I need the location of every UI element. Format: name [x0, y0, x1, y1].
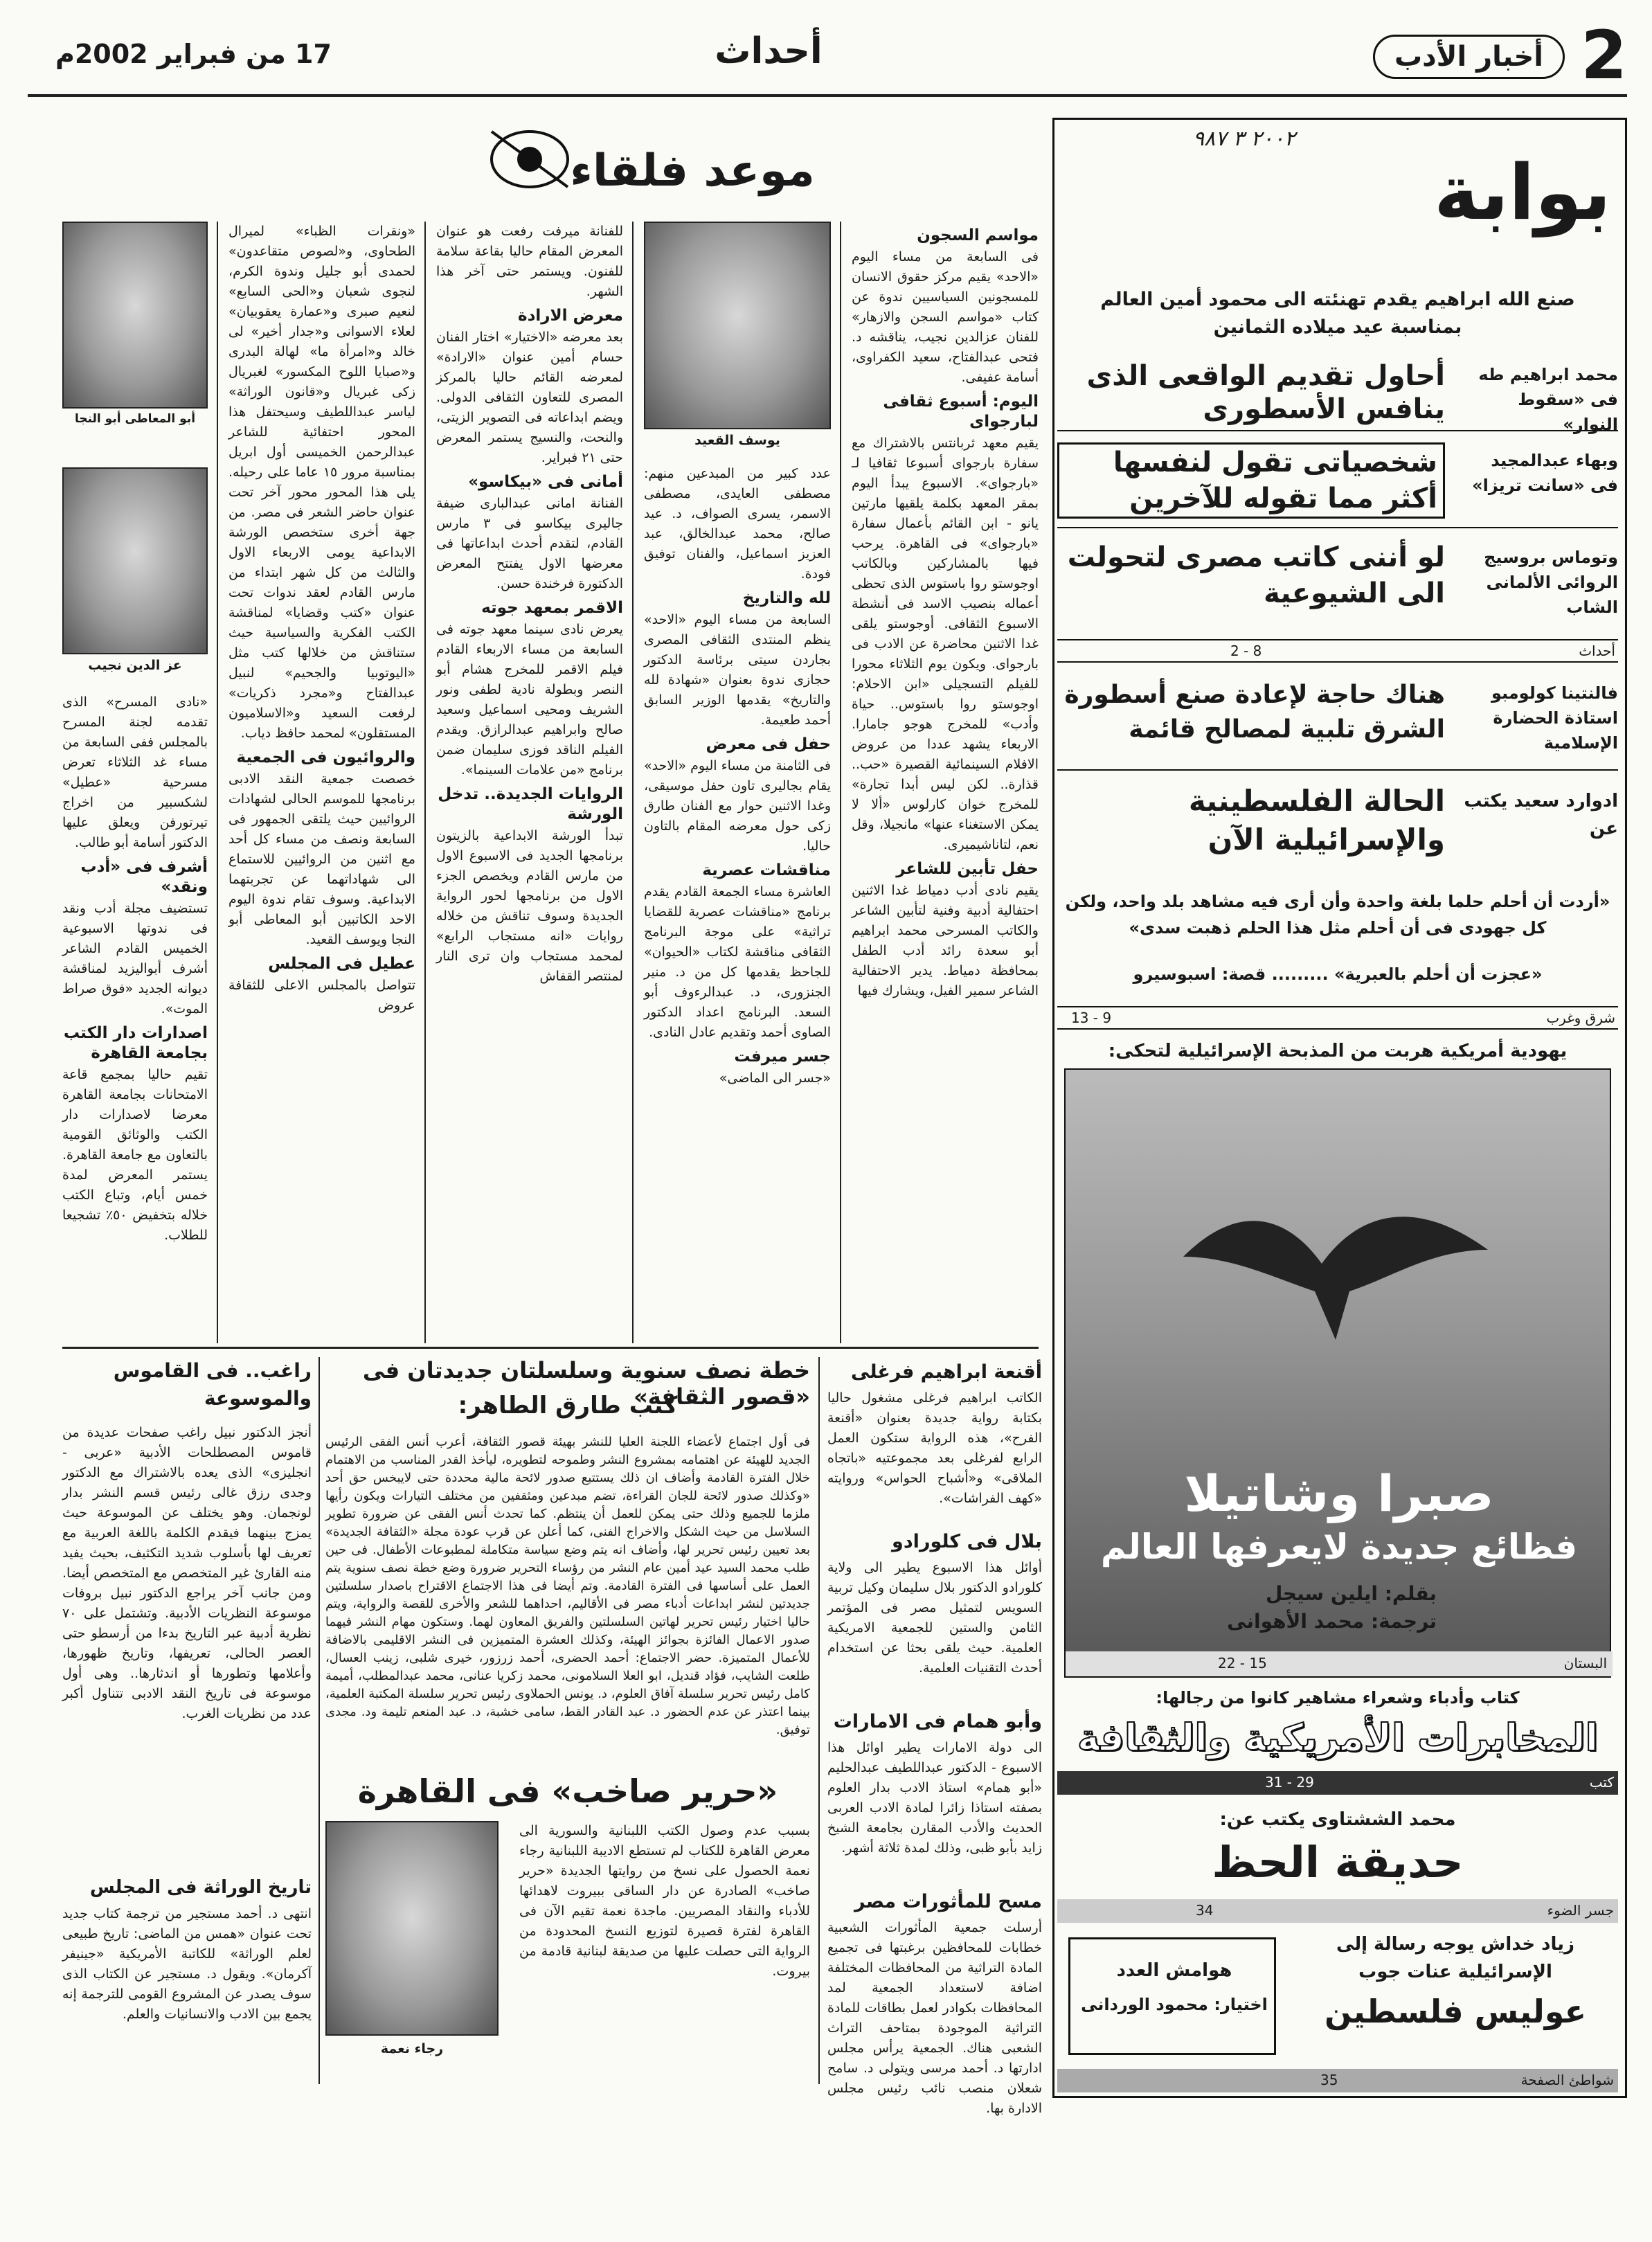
- khotta-byline: كتب طارق الطاهر:: [458, 1392, 678, 1419]
- item-heading: أشرف فى «أدب ونقد»: [80, 858, 208, 896]
- item-heading: معرض الارادة: [518, 307, 623, 325]
- section-name: كتب: [1589, 1774, 1614, 1791]
- hawamesh-by: اختيار: محمود الوردانى: [1081, 1995, 1268, 2014]
- item-heading: حفل تأبين للشاعر: [896, 860, 1039, 878]
- bawaba-item[interactable]: [1057, 535, 1618, 625]
- item-author: ادوارد سعيد يكتب عن: [1464, 791, 1618, 839]
- quote-2: «عجزت أن أحلم بالعبرية» ......... قصة: اسبوسيرو: [1133, 965, 1543, 984]
- col-rule: [217, 222, 218, 1343]
- item-text: تتواصل بالمجلس الاعلى للثقافة عروض: [228, 978, 415, 1013]
- section-bar: [1066, 1651, 1613, 1676]
- col-rule: [424, 222, 426, 1343]
- bilal-title: بلال فى كلورادو: [892, 1531, 1042, 1552]
- khotta-title: خطة نصف سنوية وسلسلتان جديدتان فى «قصور الثقافة»: [362, 1357, 810, 1410]
- news-column: [827, 1357, 1042, 2116]
- section-name: أحداث: [1579, 643, 1615, 659]
- ragheb-text: أنجز الدكتور نبيل راغب صفحات عديدة من قاموس المصطلحات الأدبية «عربى - انجليزى» الذى يعده بالاشتراك مع الدكتور وجدى رزق غالى رئيس قسم النشر بدار لونجمان. وهو يختلف عن الموسوعة حيث يمزج بينهما فيقدم الكلمة باللغة العربية مع تعريف لها بأسلوب شديد التكثيف، بحيث يفيد منه القارئ غير المتخصص مع المتخصص أيضا. ومن جانب آخر يراجع الدكتور نبيل بروفات موسوعة النظريات الأدبية. وتشتمل على ٧٠ نظرية أدبية عبر التاريخ بدءا من أرسطو حتى العصر الحالى، تعريفها، وتاريخ ظهورها، وأعلامها وتطورها أو اندثارها.. وهى أول موسوعة فى تاريخ النقد الادبى تتناول أكبر عدد من نظريات الغرب.: [62, 1425, 312, 1721]
- ragheb-sub-text: انتهى د. أحمد مستجير من ترجمة كتاب جديد تحت عنوان «همس من الماضى: تاريخ طبيعى لعلم الوراثة» للكاتبة الأمريكية «جينيفر آكرمان». ويقول د. مستجير عن الكتاب الذى سوف يصدر عن المشروع القومى للترجمة إنه يجمع بين الادب والانسانيات والعلم.: [62, 1906, 312, 2022]
- section-name: البستان: [1563, 1655, 1607, 1671]
- portrait-photo: [62, 467, 208, 654]
- garden-pre: محمد الششتاوى يكتب عن:: [1219, 1809, 1456, 1830]
- quote-1: «أردت أن أحلم حلما بلغة واحدة وأن أرى فيه مشاهد بلد واحد، ولكن كل جهودى فى أن أحلم مثل هذا الحلم ذهبت سدى»: [1065, 892, 1610, 938]
- khrash-sub: عوليس فلسطين: [1324, 1993, 1587, 2030]
- section-pages: 29 - 31: [1265, 1774, 1314, 1791]
- section-pages: 35: [1320, 2072, 1338, 2088]
- photo-abulmaati: [62, 222, 208, 436]
- feature-block: [62, 118, 1039, 1350]
- item-heading: مواسم السجون: [917, 226, 1039, 244]
- item-text: فى الثامنة من مساء اليوم «الاحد» يقام بجاليرى تاون حفل موسيقى، وغدا الاثنين حوار مع الفنان طارق زكى حول معرضه المقام بالتاون حاليا.: [644, 758, 831, 854]
- item-heading: لله والتاريخ: [742, 589, 831, 607]
- feature-col-1: [852, 222, 1039, 1343]
- item-title: الحالة الفلسطينية والإسرائيلية الآن: [1188, 784, 1445, 857]
- khotta-article: [325, 1357, 810, 1752]
- section-name: شرق وغرب: [1546, 1010, 1615, 1026]
- harir-title: «حرير صاخب» فى القاهرة: [357, 1773, 778, 1810]
- item-heading: جسر ميرفت: [734, 1048, 831, 1066]
- photo-caption: عز الدين نجيب: [88, 658, 182, 673]
- item-heading: اليوم: أسبوع ثقافى لبارجواى: [883, 393, 1039, 431]
- bawaba-item[interactable]: [1057, 355, 1618, 434]
- khotta-text: فى أول اجتماع لأعضاء اللجنة العليا للنشر بهيئة قصور الثقافة، أعرب أنس الفقى الرئيس الجديد للهيئة عن اهتمامه بمشروع النشر وطموحه لتطويره، ليأخذ القدر المناسب من الاهتمام خلال الفترة القادمة وأضاف ان ذلك يستتبع صدور لائحة مالية محددة حتى لايبخس حق أحد «وكذلك صدور لائحة للجان القراءة، تضم مبدعين ومثقفين من مختلف التيارات ويكون رأيها ملزما للجميع وذلك حتى يمكن للعمل أن ينتظم. كما تحدث أنس الفقى عن ضرورة تطوير السلاسل من حيث الشكل والاخراج الفنى، كما أعلن عن قرب عودة مجلة «الثقافة الجديدة» بعد تعيين رئيس تحرير لها، وأضاف انه يتم وضع سياسة متكاملة لمطبوعات الأطفال. فى حين طلب محمد السيد عيد أمين عام النشر من رؤساء التحرير ضرورة وضع خطة نصف سنوية يتم العمل على أساسها فى الفترة القادمة. وتم أيضا فى هذا الاجتماع الاقتراح باصدار سلسلتين جديدتين لنشر ابداعات أدباء مصر فى الأقاليم، احداهما للشعر والأخرى للقصة والرواية، ويتم حاليا اختيار رئيس تحرير لهاتين السلسلتين والفريق المعاون لهما. وستكون مهام النشر فيهما صدور الاعمال الفائزة بجوائز الهيئة، وكذلك العشرة المتميزين فى النشر الاقليمى بالاضافة للأعمال المتميزة. حضر الاجتماع: أحمد الحضرى، أحمد زرزور، خيرى شلبى، زينب العسال، طلعت الشايب، فؤاد قنديل، ابو العلا السلامونى، محمد زكريا عنانى، محمد عبدالمطلب، أميمة كامل رئيس تحرير سلسلة آفاق العلوم، د. يونس الحملاوى رئيس تحرير سلسلة المكتبة العلمية، بينما اعتذر عن عدم الحضور د. عبد القادر القط، سامى خشبة، د. عبد المنعم تليمة ود. مجدى توفيق.: [325, 1435, 810, 1737]
- bawaba-congrats: صنع الله ابراهيم يقدم تهنئته الى محمود أمين العالم بمناسبة عيد ميلاده الثمانين: [1100, 289, 1575, 338]
- section-pages: 8 - 2: [1230, 643, 1262, 659]
- item-text: الفنانة امانى عبدالبارى ضيفة جاليرى بيكاسو فى ٣ مارس القادم، لتقدم أحدث ابداعاتها فى معرضها الاول يفتتح المعرض الدكتورة فرخندة حسن.: [436, 496, 623, 591]
- page-header: [28, 17, 1627, 97]
- bawaba-item[interactable]: [1057, 778, 1618, 875]
- item-text: عدد كبير من المبدعين منهم: مصطفى العايدى، مصطفى الاسمر، يسرى الصواف، د. عيد صالح، محمد عبدالخالق، عبد العزيز اسماعيل، والفنان توفيق فودة.: [644, 466, 831, 582]
- harir-article: [325, 1773, 810, 2084]
- col-rule: [840, 222, 841, 1343]
- cia-title: المخابرات الأمريكية والثقافة: [1077, 1716, 1599, 1759]
- col-rule: [318, 1357, 320, 2084]
- item-heading: مناقشات عصرية: [702, 861, 831, 879]
- issue-date: 17 من فبراير 2002م: [55, 39, 332, 69]
- item-heading: والروائيون فى الجمعية: [236, 748, 415, 766]
- portrait-photo: [644, 222, 831, 429]
- item-text: فى السابعة من مساء اليوم «الاحد» يقيم مركز حقوق الانسان للمسجونين السياسيين ندوة عن كتاب «مواسم السجن والازهار» للفنان عزالدين نجيب، يناقشه د. فتحى عبدالفتاح، سعيد الكفراوى، أسامة عفيفى.: [852, 249, 1039, 385]
- item-heading: الروايات الجديدة.. تدخل الورشة: [438, 785, 623, 823]
- sabra-subtitle: فظائع جديدة لايعرفها العالم: [1100, 1527, 1578, 1567]
- header-rule: [28, 94, 1627, 97]
- feature-logo-icon: [478, 118, 582, 194]
- feature-bottom-rule: [62, 1347, 1039, 1349]
- page-number: 2: [1581, 17, 1627, 94]
- item-heading: أمانى فى «بيكاسو»: [468, 473, 623, 491]
- paper-name: أخبار الأدب: [1373, 35, 1565, 79]
- ibrahim-text: الكاتب ابراهيم فرغلى مشغول حاليا بكتابة رواية جديدة بعنوان «أقنعة الفرح»، هذه الرواية ستكون العمل الرابع لفرغلى بعد مجموعتيه «باتجاه الملاقى» و«أشباح الحواس» وروايته «كهف الفراشات».: [827, 1390, 1042, 1506]
- item-text: «ونقرات الظباء» لميرال الطحاوى، و«لصوص متقاعدون» لحمدى أبو جليل وندوة الكرم، لنجوى شعبان و«الحى السابع» لنعيم صبرى و«عمارة يعقوبيان» لعلاء الاسوانى و«جدار أخير» لى خالد و«امرأة ما» لهالة البدرى و«صبايا اللوح المكسور» لغبريال زكى غبريال و«قانون الوراثة» لياسر عبداللطيف وسيحتفل هذا المحور احتفائية للشاعر عبدالرحمن الخميسى أول ابريل بمناسبة مرور ١٥ عاما على رحيله. يلى هذا المحور محور آخر تحت عنوان حاضر الشعر فى مصر. من جهة أخرى ستخصص الورشة الابداعية يومى الاربعاء الاول والثالث من كل شهر ابتداء من مارس القادم لعقد ندوات تحت عنوان «كتب وقضايا» لمناقشة الكتب الفكرية والسياسية حيث ستناقش من خلالها كتب مثل «اليوتوبيا والجحيم» لنبيل عبدالفتاح و«مجرد ذكريات» لرفعت السعيد و«الاسلاميون المستقلون» لمحمد حافظ دياب.: [228, 224, 415, 741]
- photo-ezzeldin: [62, 467, 208, 682]
- sabra-title: صبرا وشاتيلا: [1184, 1464, 1494, 1523]
- feature-col-4: [228, 222, 415, 1343]
- photo-youssef: [644, 222, 831, 457]
- section-pages: 15 - 22: [1218, 1655, 1267, 1671]
- feature-col-5: [62, 692, 208, 1343]
- section-bar: [1057, 639, 1618, 663]
- section-bar: [1057, 1899, 1618, 1923]
- item-text: للفنانة ميرفت رفعت هو عنوان المعرض المقام حاليا بقاعة سلامة للفنون. ويستمر حتى آخر هذا الشهر.: [436, 224, 623, 299]
- item-title: شخصياتى تقول لنفسها أكثر مما تقوله للآخرين: [1057, 442, 1445, 519]
- masah-title: مسح للمأثورات مصر: [854, 1891, 1042, 1912]
- section-bar: [1057, 1771, 1618, 1795]
- feature-col-3: [436, 222, 623, 1343]
- bilal-text: أوائل هذا الاسبوع يطير الى ولاية كلورادو الدكتور بلال سليمان وكيل تربية السويس لتمثيل مصر فى المؤتمر الثامن والستين للجمعية الامريكية العلمية. حيث يلقى بحثا عن استخدام أحدث التقنيات العلمية.: [827, 1560, 1042, 1676]
- section-bar: [1057, 2069, 1618, 2092]
- hawamesh-title: هوامش العدد: [1116, 1960, 1232, 1981]
- section-bar: [1057, 1006, 1618, 1030]
- photo-caption: يوسف القعيد: [694, 433, 780, 448]
- portrait-photo: [62, 222, 208, 409]
- ragheb-article: [62, 1357, 312, 2084]
- bawaba-title: بوابة: [1434, 148, 1611, 237]
- item-text: خصصت جمعية النقد الادبى برنامجها للموسم الحالى لشهادات الروائيين حيث يلتقى الجمهور فى السابعة ونصف من مساء كل أحد مع اثنين من الروائيين للاستماع الى شهاداتهما عن تجربتهما الابداعية. وسوف تقام ندوة اليوم الاحد الكاتبين أبو المعاطى أبو النجا ويوسف القعيد.: [228, 771, 415, 947]
- khrash-title: زياد خداش يوجه رسالة إلى الإسرائيلية عنات جوب: [1336, 1934, 1574, 1982]
- item-text: العاشرة مساء الجمعة القادم يقدم برنامج «مناقشات عصرية للقضايا تراثية» على موجة البرنامج الثقافى مناقشة لكتاب «الحيوان» للجاحظ يقدمها كل من د. منير الجنزورى، د. عبدالرءوف أبو السعد. البرنامج اعداد الدكتور الصاوى أحمد وتقديم عادل النادى.: [644, 884, 831, 1040]
- item-author: فالنتينا كولومبو استاذة الحضارة الإسلامية: [1491, 683, 1618, 753]
- item-heading: اصدارات دار الكتب بجامعة القاهرة: [63, 1024, 208, 1062]
- item-text: يقيم معهد ثربانتس بالاشتراك مع سفارة بارجواى أسبوعا ثقافيا لـ «بارجواى». الاسبوع يبدأ اليوم بمقر المعهد بكلمة يلقيها مارتين يانو - ابن القائم بأعمال سفارة «بارجواى» فى القاهرة. يرحب فيها بالمشاركين وبالكاتب اوجوستو روا باستوس الذى تحظى أعماله بنصيب الاسد فى أنشطة الاسبوع الثقافى. أوجوستو يلقى غدا الاثنين محاضرة عن الادب فى بارجواى. ويكون يوم الثلاثاء محورا للفيلم التسجيلى «ابن الاحلام: اوجوستو روا باستوس.. حياة وأدب» للمخرج هوجو جامارا. الاربعاء يشهد عددا من عروض الافلام السينمائية القصيرة «حب.. قذارة.. لكن ليس أبدا تجارة» للمخرج خوان كارلوس «ألا لا يمكن الاستغناء عنها» مانجيلا، وقل نعم، لتاناشيميرى.: [852, 436, 1039, 852]
- section-name: جسر الضوء: [1547, 1902, 1614, 1919]
- item-text: تبدأ الورشة الابداعية بالزيتون برنامجها الجديد فى الاسبوع الاول من مارس القادم ويخصص الجزء الاول من برنامجها لحور الرواية الجديدة وسوف تناقش من خلاله روايات «انه مستجاب الرابع» لمحمد مستجاب وان ترى النار لمنتصر القفاش: [436, 828, 623, 984]
- hawamesh-block[interactable]: [1068, 1937, 1276, 2055]
- section-pages: 9 - 13: [1071, 1010, 1112, 1026]
- portrait-photo: [325, 1821, 499, 2036]
- item-text: تستضيف مجلة أدب ونقد فى ندوتها الاسبوعية الخميس القادم الشاعر أشرف أبواليزيد لمناقشة ديوانه الجديد «فوق صراط الموت».: [62, 901, 208, 1016]
- photo-caption: أبو المعاطى أبو النجا: [74, 412, 196, 426]
- item-author: وتوماس بروسيج الروائى الألمانى الشاب: [1484, 548, 1618, 617]
- item-title: أحاول تقديم الواقعى الذى ينافس الأسطورى: [1086, 360, 1445, 425]
- item-text: يعرض نادى سينما معهد جوته فى السابعة من مساء الاربعاء القادم فيلم الاقمر للمخرج هشام أبو النصر وبطولة نادية لطفى ونور الشريف ومحيى اسماعيل وسعيد صالح وابراهيم عبدالرازق. ويقدم الفيلم الناقد فوزى سليمان ضمن برنامج «من علامات السينما».: [436, 622, 623, 778]
- item-heading: الاقمر بمعهد جوته: [481, 599, 623, 617]
- harir-text: بسبب عدم وصول الكتب اللبنانية والسورية الى معرض القاهرة للكتاب لم تستطع الاديبة اللبنانية رجاء نعمة الحصول على نسخ من روايتها الجديدة «حرير صاخب» الصادرة عن دار الساقى ببيروت لاهدائها للأدباء والنقاد المصريين. ماجدة نعمة تقيم الآن فى القاهرة لفترة قصيرة لتوزيع النسخ المحدودة من الرواية التى حصلت عليها من صديقة لبنانية قادمة من بيروت.: [519, 1823, 810, 1979]
- cia-pre: كتاب وأدباء وشعراء مشاهير كانوا من رجالها:: [1156, 1688, 1520, 1707]
- section-name: شواطئ الصفحة: [1520, 2072, 1614, 2088]
- item-text: السابعة من مساء اليوم «الاحد» ينظم المنتدى الثقافى المصرى بجاردن سيتى برئاسة الدكتور حجازى ندوة بعنوان «شهادة لله والتاريخ» يقدمها الوزير السابق أحمد طعيمة.: [644, 612, 831, 728]
- section-pages: 34: [1196, 1902, 1214, 1919]
- sabra-image: [1064, 1068, 1611, 1678]
- item-author: وبهاء عبدالمجيد فى «سانت تريزا»: [1472, 451, 1618, 495]
- sabra-author: بقلم: ايلين سيجل: [1265, 1582, 1437, 1605]
- eagle-icon: [1183, 1174, 1488, 1354]
- garden-title: حديقة الحظ: [1212, 1837, 1464, 1887]
- ibrahim-title: أقنعة ابراهيم فرغلى: [851, 1361, 1042, 1383]
- feature-title: موعد فلقاء: [570, 145, 815, 197]
- col-rule: [818, 1357, 820, 2084]
- ragheb-sub: تاريخ الوراثة فى المجلس: [89, 1877, 312, 1898]
- masah-text: أرسلت جمعية المأثورات الشعبية خطابات للمحافظين برغبتها فى تجميع المادة التراثية من المحافظات المختلفة اضافة لاستعداد الجمعية لمد المحافظات بكوادر لعمل بطاقات للمادة التراثية الموجودة بمتاحف التراث الشعبى هناك. الجمعية يرأس مجلس ادارتها د. أحمد مرسى ويتولى د. سامح شعلان منصب نائب رئيس مجلس الادارة بها.: [827, 1920, 1042, 2116]
- sabra-translator: ترجمة: محمد الأهوانى: [1227, 1610, 1437, 1633]
- item-author: محمد ابراهيم طه فى «سقوط النوار»: [1478, 365, 1618, 434]
- bawaba-stamp: ٢٠٠٢ ٣ ٩٨٧: [1193, 127, 1296, 151]
- item-text: «جسر الى الماضى»: [719, 1070, 831, 1086]
- item-heading: عطيل فى المجلس: [268, 955, 415, 973]
- feature-col-2: [644, 464, 831, 1343]
- item-text: بعد معرضه «الاختيار» اختار الفنان حسام أمين عنوان «الارادة» لمعرضه القائم حاليا بالمركز المصرى للتعاون الثقافى الدولى. ويضم ابداعاته فى التصوير الزيتى، والنحت، والنسيج يستمر المعرض حتى ٢١ فبراير.: [436, 330, 623, 465]
- item-heading: حفل فى معرض: [706, 735, 831, 753]
- item-text: «نادى المسرح» الذى تقدمه لجنة المسرح بالمجلس ففى السابعة من مساء غد الثلاثاء تعرض مسرحية «عطيل» لشكسبير من اخراج تيرتورفن ويعلق عليها الدكتور أسامة أبو طالب.: [62, 694, 208, 850]
- ragheb-title: راغب.. فى القاموس والموسوعة: [113, 1359, 312, 1410]
- bawaba-item[interactable]: [1057, 438, 1618, 528]
- bawaba-item[interactable]: [1057, 674, 1618, 771]
- bawaba-box: [1052, 118, 1627, 2098]
- col-rule: [632, 222, 634, 1343]
- section-title: أحداث: [715, 30, 823, 72]
- sabra-headline: يهودية أمريكية هربت من المذبحة الإسرائيلية لتحكى:: [1108, 1041, 1568, 1061]
- abuhamam-title: وأبو همام فى الامارات: [833, 1711, 1042, 1732]
- item-text: يقيم نادى أدب دمياط غدا الاثنين احتفالية أدبية وفنية لتأبين الشاعر والكاتب المسرحى محمد ابراهيم أبو سعدة رائد أدب الطفل بمحافظة دمياط. يدير الاحتفالية الشاعر سمير الفيل، ويشارك فيها: [852, 883, 1039, 998]
- photo-caption: رجاء نعمة: [380, 2041, 444, 2056]
- item-text: تقيم حاليا بمجمع قاعة الامتحانات بجامعة القاهرة معرضا لاصدارات دار الكتب والوثائق القومية بالتعاون مع جامعة القاهرة. يستمر المعرض لمدة خمس أيام، وتباع الكتب خلاله بتخفيض ٥٠٪ تشجيعا للطلاب.: [62, 1067, 208, 1243]
- khrash-block[interactable]: [1293, 1930, 1618, 2062]
- item-title: لو أننى كاتب مصرى لتحولت الى الشيوعية: [1067, 541, 1445, 609]
- abuhamam-text: الى دولة الامارات يطير اوائل هذا الاسبوع - الدكتور عبداللطيف عبدالحليم «أبو همام» استاذ الادب بدار العلوم بصفته استاذا زائرا لمادة الادب العربى الحديث والأدب المقارن بجامعة الشيخ زايد بأبو ظبى، وذلك لمدة ثلاثة أشهر.: [827, 1740, 1042, 1856]
- item-title: هناك حاجة لإعادة صنع أسطورة الشرق تلبية لمصالح قائمة: [1064, 681, 1445, 744]
